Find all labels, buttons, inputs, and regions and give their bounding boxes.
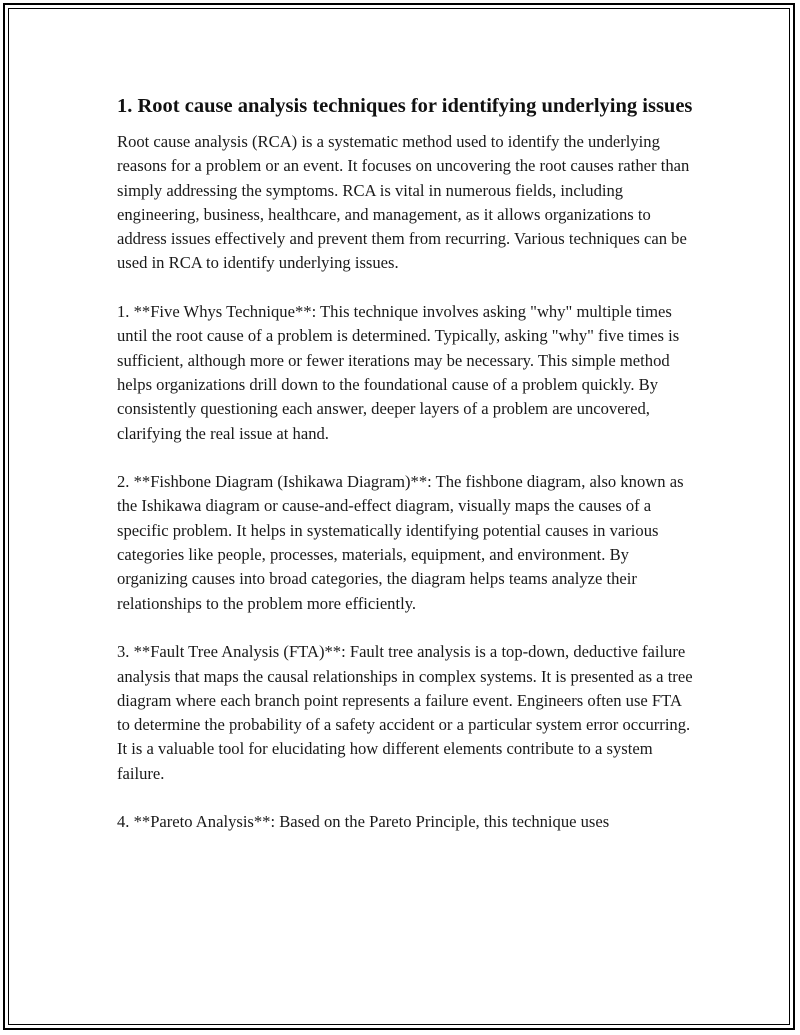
intro-paragraph: Root cause analysis (RCA) is a systematic method used to identify the underlying reasons for a problem or an event. It focuses on uncovering the root causes rather than simply addressing the symptoms. RCA is vital in numerous fields, including engineering, business, healthcare, and management, as it allows organizations to address issues effectively and prevent them from recurring. Various techniques can be used in RCA to identify underlying issues. — [117, 132, 690, 273]
fault-tree-paragraph: 3. **Fault Tree Analysis (FTA)**: Fault tree analysis is a top-down, deductive failure analysis that maps the causal relationships in complex systems. It is presented as a tree diagram where each branch point represents a failure event. Engineers often use FTA to determine the probability of a safety accident or a particular system error occurring. It is a valuable tool for elucidating how different elements contribute to a system failure. — [117, 642, 693, 783]
five-whys-paragraph: 1. **Five Whys Technique**: This technique involves asking "why" multiple times until the root cause of a problem is determined. Typically, asking "why" five times is sufficient, although more or fewer iterations may be necessary. This simple method helps organizations drill down to the foundational cause of a problem quickly. By consistently questioning each answer, deeper layers of a problem are uncovered, clarifying the real issue at hand. — [117, 302, 680, 443]
pareto-paragraph: 4. **Pareto Analysis**: Based on the Pareto Principle, this technique uses — [117, 812, 610, 832]
section-heading: 1. Root cause analysis techniques for identifying underlying issues — [117, 95, 693, 117]
document-body — [117, 92, 697, 859]
fishbone-paragraph: 2. **Fishbone Diagram (Ishikawa Diagram)**: The fishbone diagram, also known as the Ishikawa diagram or cause-and-effect diagram, visually maps the causes of a specific problem. It helps in systematically identifying potential causes in various categories like people, processes, materials, equipment, and environment. By organizing causes into broad categories, the diagram helps teams analyze their relationships to the problem more efficiently. — [117, 472, 684, 613]
